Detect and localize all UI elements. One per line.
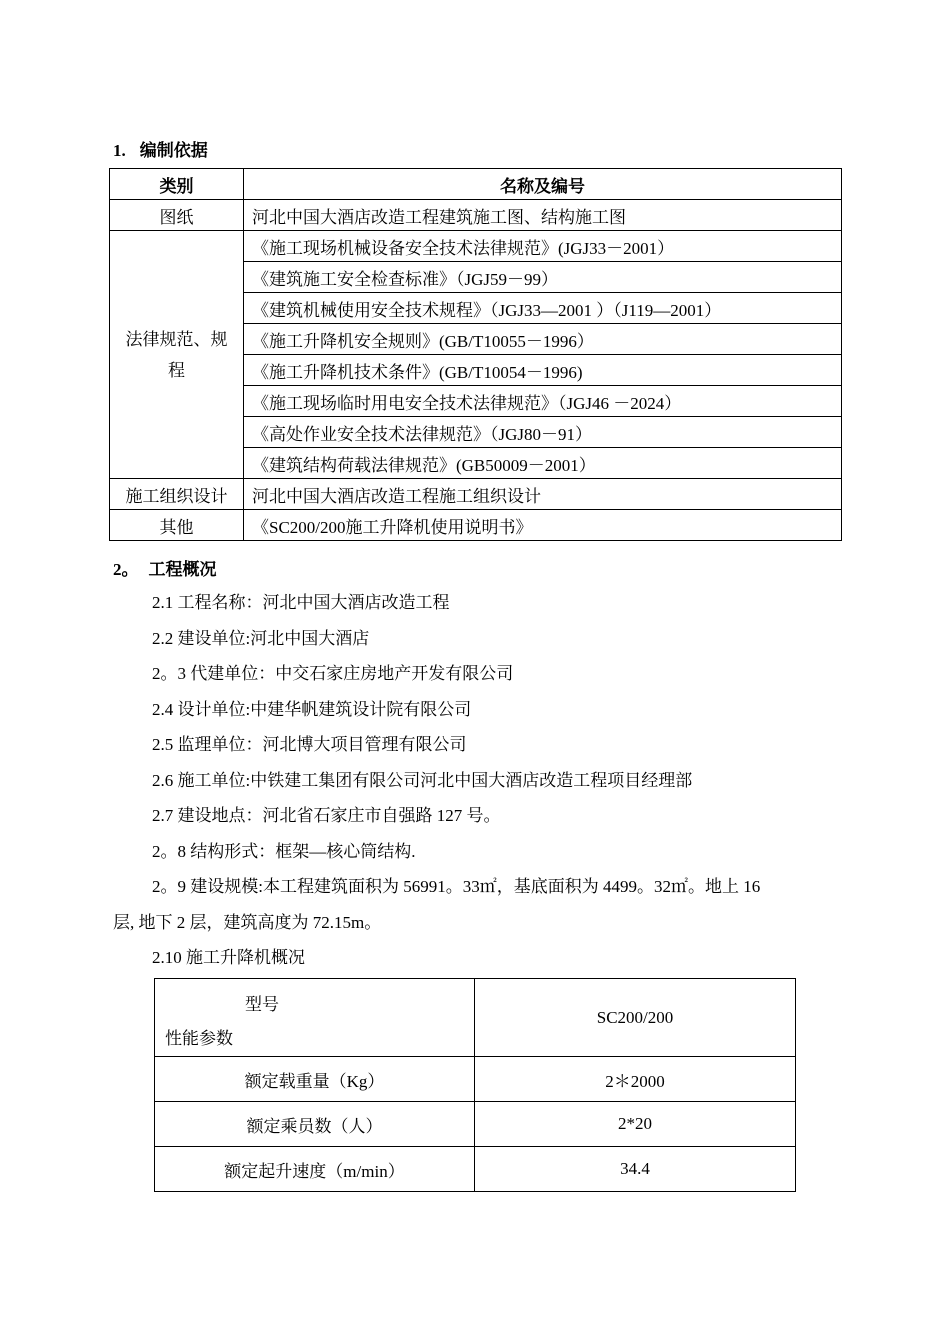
header-model-label: 型号 [245, 995, 279, 1014]
param-value-cell: 34.4 [475, 1147, 796, 1192]
header-params-label: 性能参数 [165, 1029, 233, 1048]
category-text: 法律规范、规程 [125, 329, 228, 380]
overview-designer: 2.4 设计单位:中建华帆建筑设计院有限公司 [152, 700, 472, 719]
section-1-heading [113, 136, 208, 161]
name-cell: 河北中国大酒店改造工程施工组织设计 [244, 479, 842, 510]
name-cell: 《建筑结构荷载法律规范》(GB50009－2001） [244, 448, 842, 479]
name-cell: 《施工升降机技术条件》(GB/T10054－1996) [244, 355, 842, 386]
overview-owner: 2.2 建设单位:河北中国大酒店 [152, 629, 370, 648]
name-cell: 《建筑施工安全检查标准》（JGJ59－99） [244, 262, 842, 293]
table-row [110, 231, 842, 262]
param-label-cell: 额定载重量（Kg） [155, 1057, 475, 1102]
overview-structure: 2。8 结构形式：框架—核心筒结构. [152, 842, 416, 861]
category-cell [110, 231, 244, 479]
overview-location: 2.7 建设地点：河北省石家庄市自强路 127 号。 [152, 806, 501, 825]
table-row [110, 200, 842, 231]
param-label-cell: 额定起升速度（m/min） [155, 1147, 475, 1192]
basis-table [109, 168, 842, 541]
param-label-cell: 额定乘员数（人） [155, 1102, 475, 1147]
section-title: 工程概况 [148, 560, 217, 579]
section-title: 编制依据 [139, 141, 208, 160]
section-number: 2。 [113, 560, 139, 579]
overview-contractor: 2.6 施工单位:中铁建工集团有限公司河北中国大酒店改造工程项目经理部 [152, 771, 693, 790]
category-cell: 施工组织设计 [110, 479, 244, 510]
column-header-category: 类别 [110, 169, 244, 200]
section-2-heading [113, 555, 217, 580]
overview-scale-continued: 层, 地下 2 层，建筑高度为 72.15m。 [113, 913, 382, 932]
diagonal-header-cell [155, 979, 475, 1057]
overview-agent: 2。3 代建单位：中交石家庄房地产开发有限公司 [152, 664, 514, 683]
param-value-cell: 2＊2000 [475, 1057, 796, 1102]
overview-lift-heading: 2.10 施工升降机概况 [152, 948, 305, 967]
name-cell: 《施工升降机安全规则》(GB/T10055－1996） [244, 324, 842, 355]
category-cell: 其他 [110, 510, 244, 541]
table-row [110, 479, 842, 510]
table-header-row [110, 169, 842, 200]
category-cell: 图纸 [110, 200, 244, 231]
overview-project-name: 2.1 工程名称：河北中国大酒店改造工程 [152, 593, 450, 612]
table-row [110, 510, 842, 541]
param-value-cell: 2*20 [475, 1102, 796, 1147]
column-header-name: 名称及编号 [244, 169, 842, 200]
name-cell: 《高处作业安全技术法律规范》（JGJ80－91） [244, 417, 842, 448]
section-number: 1. [113, 141, 126, 160]
name-cell: 《施工现场临时用电安全技术法律规范》（JGJ46 －2024） [244, 386, 842, 417]
table-row [155, 1147, 796, 1192]
name-cell: 《SC200/200施工升降机使用说明书》 [244, 510, 842, 541]
table-row [155, 1102, 796, 1147]
overview-supervisor: 2.5 监理单位：河北博大项目管理有限公司 [152, 735, 467, 754]
name-cell: 《建筑机械使用安全技术规程》（JGJ33—2001 ）（J119—2001） [244, 293, 842, 324]
name-cell: 《施工现场机械设备安全技术法律规范》(JGJ33－2001） [244, 231, 842, 262]
name-cell: 河北中国大酒店改造工程建筑施工图、结构施工图 [244, 200, 842, 231]
table-header-row [155, 979, 796, 1057]
model-cell: SC200/200 [475, 979, 796, 1057]
overview-scale: 2。9 建设规模:本工程建筑面积为 56991。33㎡，基底面积为 4499。32㎡。地上 16 [152, 877, 761, 896]
table-row [155, 1057, 796, 1102]
lift-spec-table [154, 978, 796, 1192]
